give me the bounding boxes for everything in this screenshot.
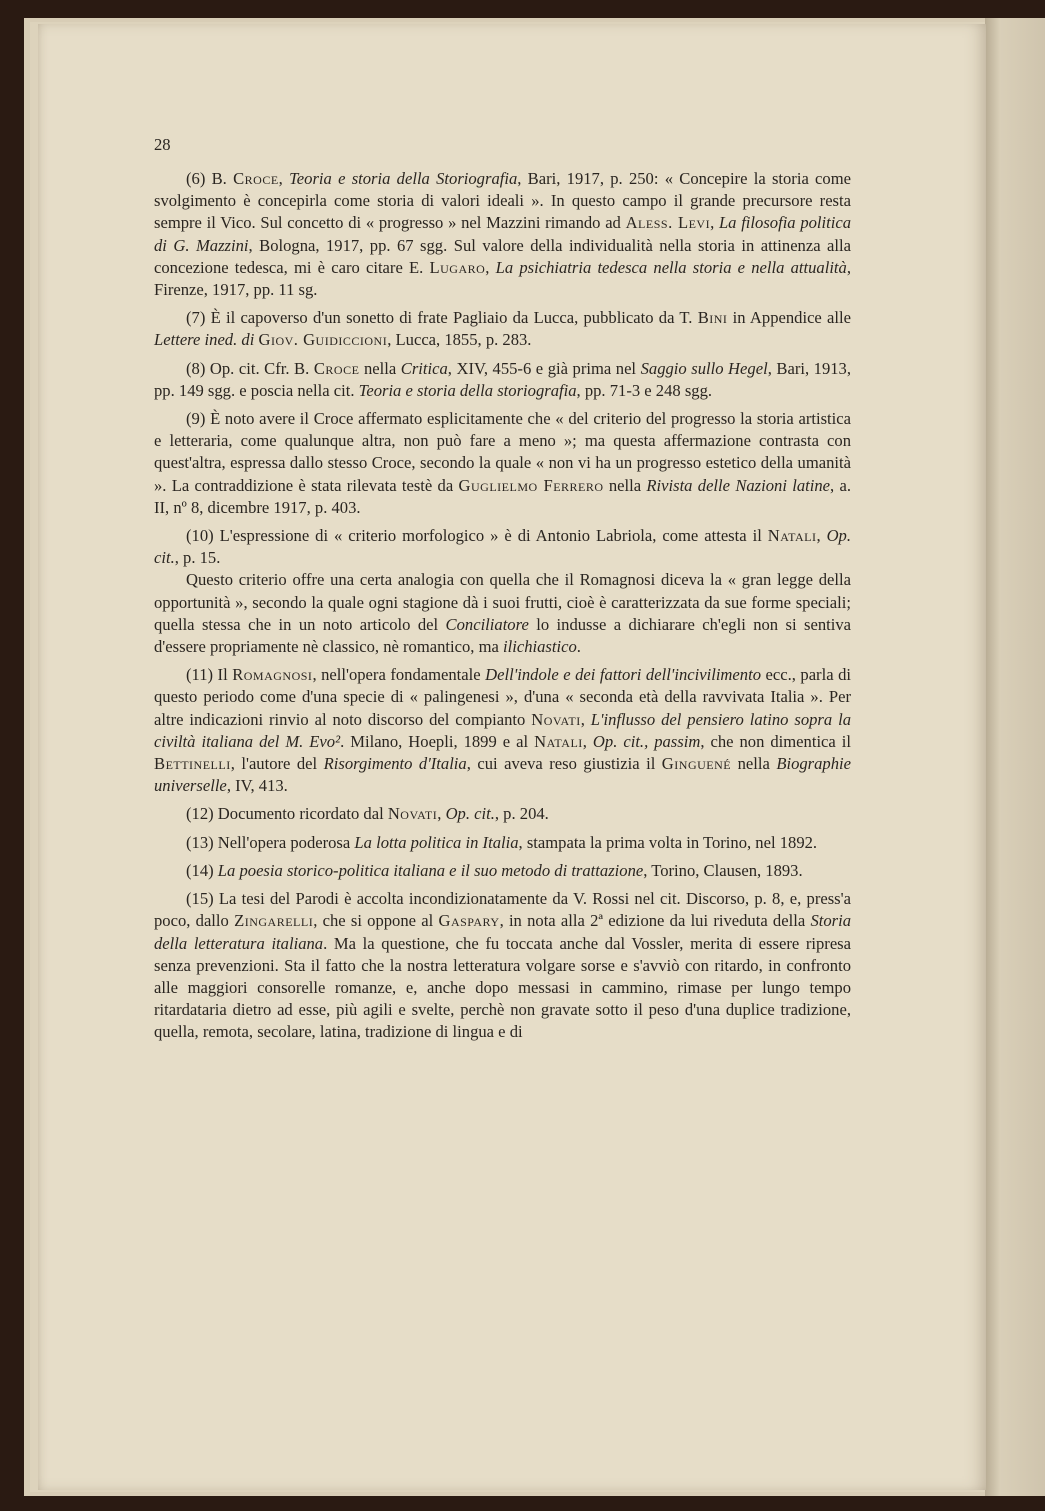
footnote-text: nella (359, 358, 401, 378)
footnote-text: , a. II, nº 8, dicembre 1917, p. 403. (154, 475, 852, 517)
footnote-text: , p. 15. (174, 548, 221, 568)
footnote-text: , nell'opera fondamentale (312, 665, 486, 685)
italic-title: Critica (400, 358, 448, 378)
footnotes-body (154, 168, 851, 1044)
footnote-text: , Bologna, 1917, pp. 67 sgg. Sul valore della individualità nella storia in attinenza alla concezione tedesca, mi è caro citare E. (154, 235, 852, 277)
footnote-text: , che si oppone al (313, 911, 439, 931)
italic-title: Rivista delle Nazioni latine (646, 475, 831, 495)
author-name: Croce (233, 169, 279, 188)
footnote-text: , (710, 213, 719, 233)
italic-title: Lettere ined. di (154, 330, 255, 350)
footnote-text: (11) Il (186, 665, 233, 685)
footnote-text: . Ma la questione, che fu toccata anche dal Vossler, merita di essere ripresa senza prevenzioni. Sta il fatto che la nostra letteratura volgare sorse e s'avviò con ritardo, in confronto alle maggiori consorelle romanze, e, anche dopo messasi in cammino, rimase per lungo tempo ritardataria dietro ad esse, più agili e svelte, perchè non gravate sotto il peso d'una duplice tradizione, quella, remota, secolare, latina, tradizione di lingua e di (154, 933, 852, 1042)
footnote-text: , stampata la prima volta in Torino, nel 1892. (518, 832, 818, 852)
footnote-text: , (278, 169, 290, 188)
italic-title: Dell'indole e dei fattori dell'incivilimento (485, 665, 761, 685)
footnote-text: (13) Nell'opera poderosa (186, 832, 355, 852)
author-name: Novati (387, 804, 438, 824)
footnote-13 (154, 832, 851, 854)
footnote-text: ecc., parla di questo periodo come d'una specie di « palingenesi », d'una « seconda età della ravvivata Italia ». Per altre indicazioni rinvio al noto discorso del compianto (154, 665, 851, 729)
footnote-text: , Bari, 1913, pp. 149 sgg. e poscia nella cit. (154, 358, 851, 400)
footnote-text: Questo criterio offre una certa analogia con quella che il Romagnosi diceva la « gran legge della opportunità », secondo la quale ogni stagione dà i suoi frutti, cioè è caratterizzata da sue forme speciali; quella stessa che in un noto articolo del (154, 570, 851, 634)
footnote-text: , IV, 413. (226, 776, 288, 796)
footnote-text: nella (603, 475, 647, 495)
italic-title: Risorgimento d'Italia (323, 754, 467, 774)
author-name: Guglielmo Ferrero (458, 475, 604, 495)
footnote-14 (154, 860, 851, 882)
italic-title: Op. cit. (445, 804, 495, 824)
author-name: Natali (767, 526, 817, 546)
italic-title: La psichiatria tedesca nella storia e nella attualità (495, 257, 847, 277)
footnote-text: , (580, 709, 591, 729)
author-name: Gaspary (438, 911, 500, 931)
italic-title: Saggio sullo Hegel (640, 358, 768, 378)
footnote-text: (6) B. (186, 169, 234, 188)
footnote-text: (15) La tesi del Parodi è accolta incondizionatamente da V. Rossi nel cit. Discorso, p. 8, e, press'a poco, dallo (154, 889, 851, 931)
page-number: 28 (154, 135, 171, 154)
footnote-text: , (485, 257, 496, 277)
italic-title: La poesia storico-politica italiana e il suo metodo di trattazione (217, 860, 644, 880)
author-name: Ginguené (661, 754, 732, 774)
footnote-text: , pp. 71-3 e 248 sgg. (576, 380, 713, 400)
author-name: Novati (531, 709, 581, 729)
footnote-text: , l'autore del (230, 754, 324, 774)
footnote-text: , Firenze, 1917, pp. 11 sg. (154, 257, 851, 300)
footnote-text: , che non dimentica il (700, 731, 851, 751)
footnote-text: , p. 204. (494, 804, 549, 824)
footnote-text: , Torino, Clausen, 1893. (643, 860, 803, 880)
author-name: Natali (534, 731, 583, 751)
footnote-text: , Bari, 1917, p. 250: « Concepire la storia come svolgimento è concepirla come storia di valori ideali ». In questo campo il grande precursore resta sempre il Vico. Sul concetto di « progresso » nel Mazzini rimando ad (154, 169, 851, 233)
footnote-8 (154, 358, 851, 402)
italic-title: Conciliatore (445, 614, 529, 634)
footnote-text: nella (731, 754, 777, 774)
author-name: Zingarelli (234, 911, 314, 931)
footnote-text: (12) Documento ricordato dal (186, 804, 388, 824)
footnote-text: (9) È noto avere il Croce affermato esplicitamente che « del criterio del progresso la storia artistica e letteraria, come qualunque altra, non può fare a meno »; ma questa affermazione contrasta con quest'altra, espressa dallo stesso Croce, secondo la quale « non vi ha un progresso estetico della umanità ». La contraddizione è stata rilevata testè da (154, 409, 851, 495)
footnote-text: (10) L'espressione di « criterio morfologico » è di Antonio Labriola, come attesta il (186, 526, 768, 546)
footnote-text: , (437, 804, 446, 824)
footnote-text: , Lucca, 1855, p. 283. (387, 330, 532, 350)
footnote-text: , (816, 526, 827, 546)
italic-title: La filosofia politica di G. Mazzini (154, 213, 852, 255)
italic-title: Storia della letteratura italiana (154, 911, 852, 953)
author-name: Giov. Guidiccioni (258, 330, 388, 350)
footnote-11 (154, 664, 851, 797)
footnote-9 (154, 408, 851, 519)
footnote-text: , (582, 731, 593, 751)
italic-title: Teoria e storia della Storiografia (289, 169, 518, 188)
footnote-text: . Milano, Hoepli, 1899 e al (340, 731, 535, 751)
footnote-10 (154, 525, 851, 569)
italic-title: Op. cit., passim (592, 731, 701, 751)
italic-title: L'influsso del pensiero latino sopra la civiltà italiana del M. Evo² (154, 709, 851, 751)
footnote-12 (154, 803, 851, 825)
author-name: Aless. Levi (625, 213, 711, 233)
facing-page-edge (985, 18, 1045, 1496)
footnote-text: , in nota alla 2ª edizione da lui riveduta della (499, 911, 811, 931)
author-name: Bettinelli (154, 754, 231, 774)
footnote-text: lo indusse a dichiarare ch'egli non si sentiva d'essere propriamente nè classico, nè romantico, ma (154, 614, 851, 657)
author-name: Croce (313, 358, 360, 378)
italic-title: Biographie universelle (154, 754, 851, 796)
italic-title: ilichiastico (503, 637, 577, 657)
footnote-text: , XIV, 455-6 e già prima nel (447, 358, 641, 378)
author-name: Lugaro (429, 257, 486, 277)
footnote-text: . (576, 637, 581, 657)
footnote-text: in Appendice alle (727, 308, 851, 328)
italic-title: Op. cit. (154, 526, 851, 568)
author-name: Romagnosi (232, 665, 313, 685)
italic-title: La lotta politica in Italia (354, 832, 519, 852)
footnote-text: (14) (186, 860, 218, 880)
footnote-6 (154, 168, 851, 301)
footnote-10b (154, 569, 851, 658)
footnote-text: , cui aveva reso giustizia il (466, 754, 662, 774)
footnote-text: (7) È il capoverso d'un sonetto di frate Pagliaio da Lucca, pubblicato da T. (186, 308, 698, 328)
footnote-7 (154, 307, 851, 351)
footnote-text: (8) Op. cit. Cfr. B. (186, 358, 314, 378)
author-name: Bini (697, 308, 728, 328)
footnote-15 (154, 888, 851, 1043)
italic-title: Teoria e storia della storiografia (358, 380, 577, 400)
